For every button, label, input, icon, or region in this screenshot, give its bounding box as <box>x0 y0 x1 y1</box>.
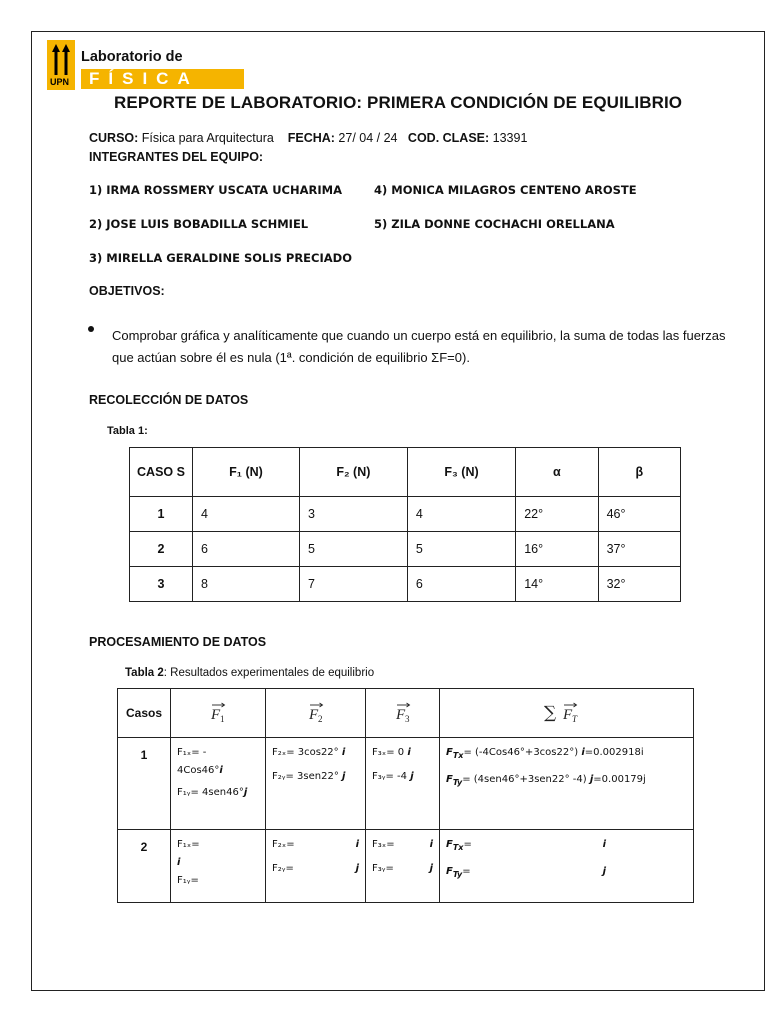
ftx-text <box>446 836 606 857</box>
ftx-value: =0.002918i <box>584 747 644 758</box>
table-cell-f2 <box>266 738 366 830</box>
fty-text <box>446 771 687 792</box>
table-header: CASO S <box>130 448 193 497</box>
unit-j: j <box>589 774 594 785</box>
member-5: 5) ZILA DONNE COCHACHI ORELLANA <box>374 217 615 231</box>
table-cell: 14° <box>516 567 598 602</box>
ft-sub: Ty <box>452 870 463 879</box>
fty-value: =0.00179j <box>593 774 646 785</box>
f3x-value: F₃ₓ= <box>372 839 395 850</box>
f1y-value: F₁ᵧ= 4sen46° <box>177 787 244 798</box>
ft-sub: Tx <box>452 751 464 760</box>
ft-label: F <box>446 866 453 877</box>
table-cell-caso: 1 <box>118 738 171 830</box>
f1x-text: F₁ₓ= <box>177 839 200 850</box>
unit-j: j <box>355 863 359 874</box>
svg-text:F: F <box>562 706 572 723</box>
member-2: 2) JOSE LUIS BOBADILLA SCHMIEL <box>89 217 309 231</box>
svg-text:2: 2 <box>317 713 322 724</box>
f2y-value: F₂ᵧ= 3sen22° <box>272 771 343 782</box>
table-cell: 7 <box>299 567 407 602</box>
unit-j: j <box>602 866 606 877</box>
ftx-formula: = <box>463 839 472 850</box>
unit-j: j <box>410 771 414 782</box>
table-header: β <box>598 448 680 497</box>
vector-f2-symbol <box>304 700 328 724</box>
f1x-cont <box>177 762 259 780</box>
upn-arrows-icon <box>50 42 72 76</box>
f2x-text <box>272 744 359 762</box>
cod-value: 13391 <box>492 131 528 145</box>
table-cell: 16° <box>516 532 598 567</box>
svg-text:F: F <box>211 706 221 723</box>
svg-text:1: 1 <box>220 713 225 724</box>
table-cell: 1 <box>130 497 193 532</box>
ftx-formula: = (-4Cos46°+3cos22°) <box>463 747 582 758</box>
table2-caption <box>125 667 374 679</box>
unit-i: i <box>219 765 223 776</box>
fecha-label: FECHA: <box>287 131 335 145</box>
table-1 <box>129 447 681 602</box>
logo-lab-text: Laboratorio de <box>81 49 183 65</box>
table-cell: 4 <box>407 497 515 532</box>
svg-text:F: F <box>308 706 318 723</box>
table-cell-f3 <box>366 738 440 830</box>
table-cell: 2 <box>130 532 193 567</box>
table-cell-ft <box>440 738 694 830</box>
fty-formula: = (4sen46°+3sen22° -4) <box>462 774 590 785</box>
table-header-casos: Casos <box>118 689 171 738</box>
data-heading: RECOLECCIÓN DE DATOS <box>89 393 249 407</box>
unit-j: j <box>342 771 346 782</box>
svg-text:3: 3 <box>404 713 409 724</box>
table-cell: 6 <box>407 567 515 602</box>
table-cell-f1 <box>171 830 266 903</box>
svg-text:∑: ∑ <box>543 702 556 723</box>
unit-j: j <box>243 787 248 798</box>
table-cell: 5 <box>407 532 515 567</box>
table-cell-f3 <box>366 830 440 903</box>
f3x-text <box>372 744 433 762</box>
table-row <box>130 532 681 567</box>
processing-heading: PROCESAMIENTO DE DATOS <box>89 635 267 649</box>
table-header: α <box>516 448 598 497</box>
f2y-text <box>272 768 359 786</box>
bullet-icon <box>88 326 94 332</box>
table-cell-ft <box>440 830 694 903</box>
table-cell: 8 <box>193 567 300 602</box>
vector-f3-symbol <box>391 700 415 724</box>
unit-i: i <box>177 857 181 868</box>
f2x-value: F₂ₓ= <box>272 839 295 850</box>
upn-logo-mark <box>47 40 75 90</box>
fty-text <box>446 863 606 884</box>
table-cell-caso: 2 <box>118 830 171 903</box>
table-header: F₁ (N) <box>193 448 300 497</box>
member-3: 3) MIRELLA GERALDINE SOLIS PRECIADO <box>89 251 352 265</box>
member-4: 4) MONICA MILAGROS CENTENO AROSTE <box>374 183 637 197</box>
table1-caption: Tabla 1: <box>107 425 148 437</box>
f3y-value: F₃ᵧ= -4 <box>372 771 411 782</box>
table-cell-f2 <box>266 830 366 903</box>
svg-text:T: T <box>571 713 577 724</box>
table-header-row <box>130 448 681 497</box>
table-cell: 22° <box>516 497 598 532</box>
report-title: REPORTE DE LABORATORIO: PRIMERA CONDICIÓN DE EQUILIBRIO <box>114 93 683 112</box>
cod-label: COD. CLASE: <box>407 131 490 145</box>
f3y-text <box>372 860 433 878</box>
unit-i: i <box>355 839 359 850</box>
meta-line <box>89 131 527 145</box>
table-header: F₂ (N) <box>299 448 407 497</box>
f3x-text <box>372 836 433 854</box>
ft-label: F <box>446 774 453 785</box>
ftx-text <box>446 744 687 765</box>
table-cell: 32° <box>598 567 680 602</box>
table-cell: 3 <box>130 567 193 602</box>
ft-label: F <box>446 839 453 850</box>
table-cell: 6 <box>193 532 300 567</box>
table-header-row <box>118 689 694 738</box>
table-header-f1 <box>171 689 266 738</box>
unit-i: i <box>602 839 606 850</box>
f2y-text <box>272 860 359 878</box>
objectives-heading: OBJETIVOS: <box>89 284 165 298</box>
table-row <box>130 497 681 532</box>
table-2 <box>117 688 694 903</box>
svg-text:F: F <box>395 706 405 723</box>
table-cell: 4 <box>193 497 300 532</box>
table-cell: 37° <box>598 532 680 567</box>
logo-upn-text: UPN <box>50 77 70 87</box>
curso-value: Física para Arquitectura <box>141 131 274 145</box>
table-cell: 3 <box>299 497 407 532</box>
ft-sub: Tx <box>452 843 464 852</box>
unit-i: i <box>429 839 433 850</box>
f3x-value: F₃ₓ= 0 <box>372 747 408 758</box>
table-header-f3 <box>366 689 440 738</box>
table-row <box>118 738 694 830</box>
table-row <box>130 567 681 602</box>
team-heading: INTEGRANTES DEL EQUIPO: <box>89 150 264 164</box>
f2x-text <box>272 836 359 854</box>
table-header-sum <box>440 689 694 738</box>
table-cell: 46° <box>598 497 680 532</box>
fecha-value: 27/ 04 / 24 <box>338 131 398 145</box>
f1y-text <box>177 784 259 802</box>
f3y-value: F₃ᵧ= <box>372 863 394 874</box>
ft-label: F <box>446 747 453 758</box>
f1y-text: F₁ᵧ= <box>177 875 199 886</box>
table-cell-f1 <box>171 738 266 830</box>
f3y-text <box>372 768 433 786</box>
table2-caption-bold: Tabla 2 <box>125 667 164 679</box>
unit-i: i <box>407 747 411 758</box>
f2x-value: F₂ₓ= 3cos22° <box>272 747 342 758</box>
curso-label: CURSO: <box>89 131 139 145</box>
objective-text: Comprobar gráfica y analíticamente que cuando un cuerpo está en equilibrio, la suma de todas las fuerzas que actúan sobre él es nula (1ª. condición de equilibrio ΣF=0). <box>112 328 726 365</box>
unit-j: j <box>429 863 433 874</box>
table-row <box>118 830 694 903</box>
table-header: F₃ (N) <box>407 448 515 497</box>
table2-caption-rest: : Resultados experimentales de equilibrio <box>163 667 375 679</box>
table-header-f2 <box>266 689 366 738</box>
fty-formula: = <box>462 866 471 877</box>
unit-i: i <box>581 747 585 758</box>
f1x-text: F₁ₓ= - <box>177 747 207 758</box>
logo-fisica-text: FÍSICA <box>81 69 244 89</box>
ft-sub: Ty <box>452 778 463 787</box>
member-1: 1) IRMA ROSSMERY USCATA UCHARIMA <box>89 183 342 197</box>
vector-f1-symbol <box>206 700 230 724</box>
table-cell: 5 <box>299 532 407 567</box>
f1x-value: 4Cos46° <box>177 765 220 776</box>
f2y-value: F₂ᵧ= <box>272 863 294 874</box>
unit-i: i <box>341 747 346 758</box>
vector-sum-symbol <box>542 699 592 725</box>
